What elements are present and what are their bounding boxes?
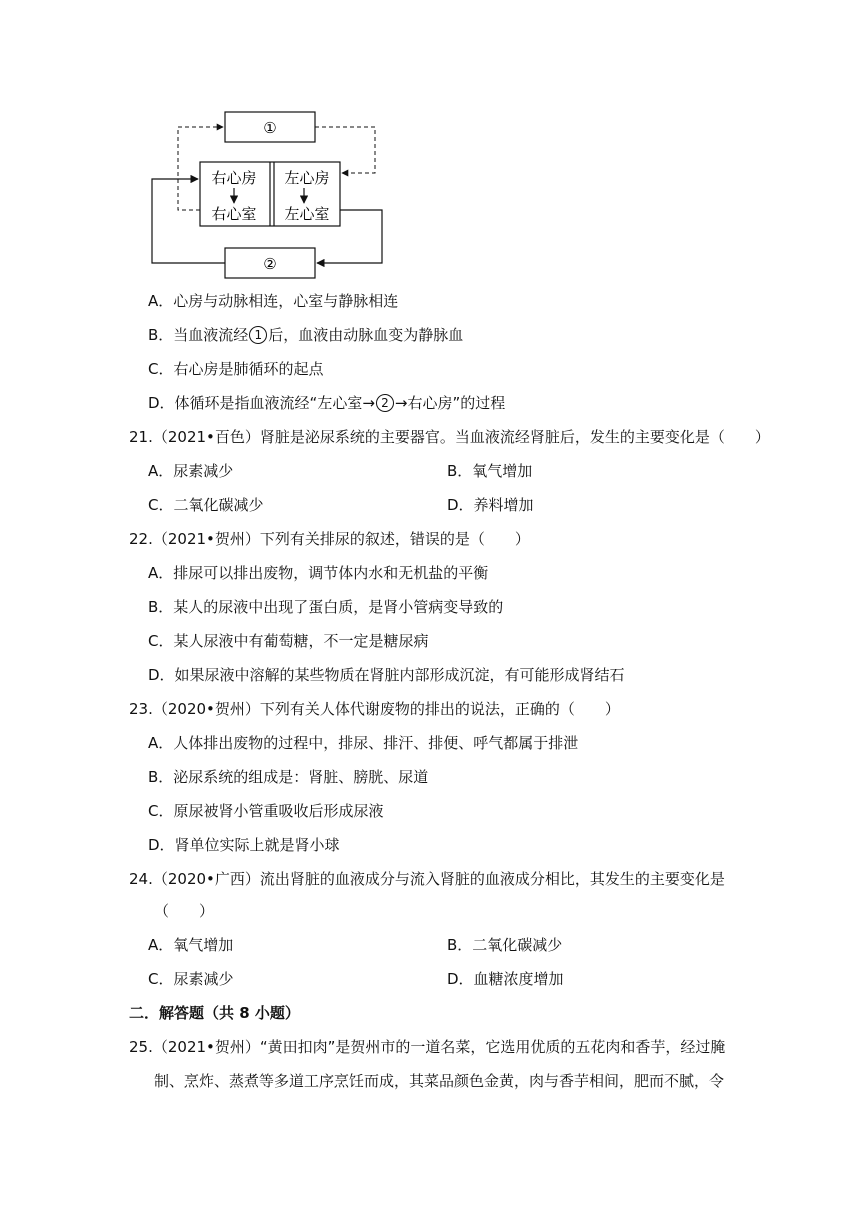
q23-option-c: C．原尿被肾小管重吸收后形成尿液 [148,802,384,820]
q20-option-d: D．体循环是指血液流经“左心室→ 2 →右心房”的过程 [148,394,506,412]
q25-line-1: 25.（2021•贺州）“黄田扣肉”是贺州市的一道名菜，它选用优质的五花肉和香芋，经过腌 [129,1038,726,1056]
q23-option-b: B．泌尿系统的组成是：肾脏、膀胱、尿道 [148,768,429,786]
q23-stem: 23.（2020•贺州）下列有关人体代谢废物的排出的说法，正确的（ ） [129,700,620,718]
q24-option-b: B．二氧化碳减少 [447,936,563,954]
q22-option-a: A．排尿可以排出废物，调节体内水和无机盐的平衡 [148,564,489,582]
q21-option-b: B．氧气增加 [447,462,533,480]
q21-option-d: D．养料增加 [447,496,534,514]
q24-option-a: A．氧气增加 [148,936,234,954]
section-heading: 二．解答题（共 8 小题） [129,1004,300,1022]
q21-option-a: A．尿素减少 [148,462,234,480]
q24-stem-cont: （ ） [154,902,215,920]
q22-option-c: C．某人尿液中有葡萄糖，不一定是糖尿病 [148,632,429,650]
right-atrium-label: 右心房 [211,169,257,187]
circled-marker-2: 2 [376,394,394,412]
left-ventricle-label: 左心室 [284,205,330,223]
q24-option-c: C．尿素减少 [148,970,234,988]
q21-stem: 21.（2021•百色）肾脏是泌尿系统的主要器官。当血液流经肾脏后，发生的主要变化是（ ） [129,428,770,446]
box-1-label: ① [263,119,277,137]
left-atrium-label: 左心房 [284,169,330,187]
q22-option-d: D．如果尿液中溶解的某些物质在肾脏内部形成沉淀，有可能形成肾结石 [148,666,625,684]
q24-option-d: D．血糖浓度增加 [447,970,564,988]
q23-option-d: D．肾单位实际上就是肾小球 [148,836,340,854]
q22-option-b: B．某人的尿液中出现了蛋白质，是肾小管病变导致的 [148,598,504,616]
q21-option-c: C．二氧化碳减少 [148,496,264,514]
q24-stem: 24.（2020•广西）流出肾脏的血液成分与流入肾脏的血液成分相比，其发生的主要变化是 [129,870,725,888]
circled-marker-1: 1 [249,326,267,344]
box-2-label: ② [263,255,277,273]
q20-option-a: A．心房与动脉相连，心室与静脉相连 [148,292,399,310]
heart-circulation-diagram [130,100,410,290]
q25-line-2: 制、烹炸、蒸煮等多道工序烹饪而成，其菜品颜色金黄，肉与香芋相间，肥而不腻，令 [154,1072,725,1090]
q22-stem: 22.（2021•贺州）下列有关排尿的叙述，错误的是（ ） [129,530,530,548]
q23-option-a: A．人体排出废物的过程中，排尿、排汗、排便、呼气都属于排泄 [148,734,579,752]
right-ventricle-label: 右心室 [211,205,257,223]
q20-option-b: B．当血液流经 1 后，血液由动脉血变为静脉血 [148,326,464,344]
q20-option-c: C．右心房是肺循环的起点 [148,360,324,378]
